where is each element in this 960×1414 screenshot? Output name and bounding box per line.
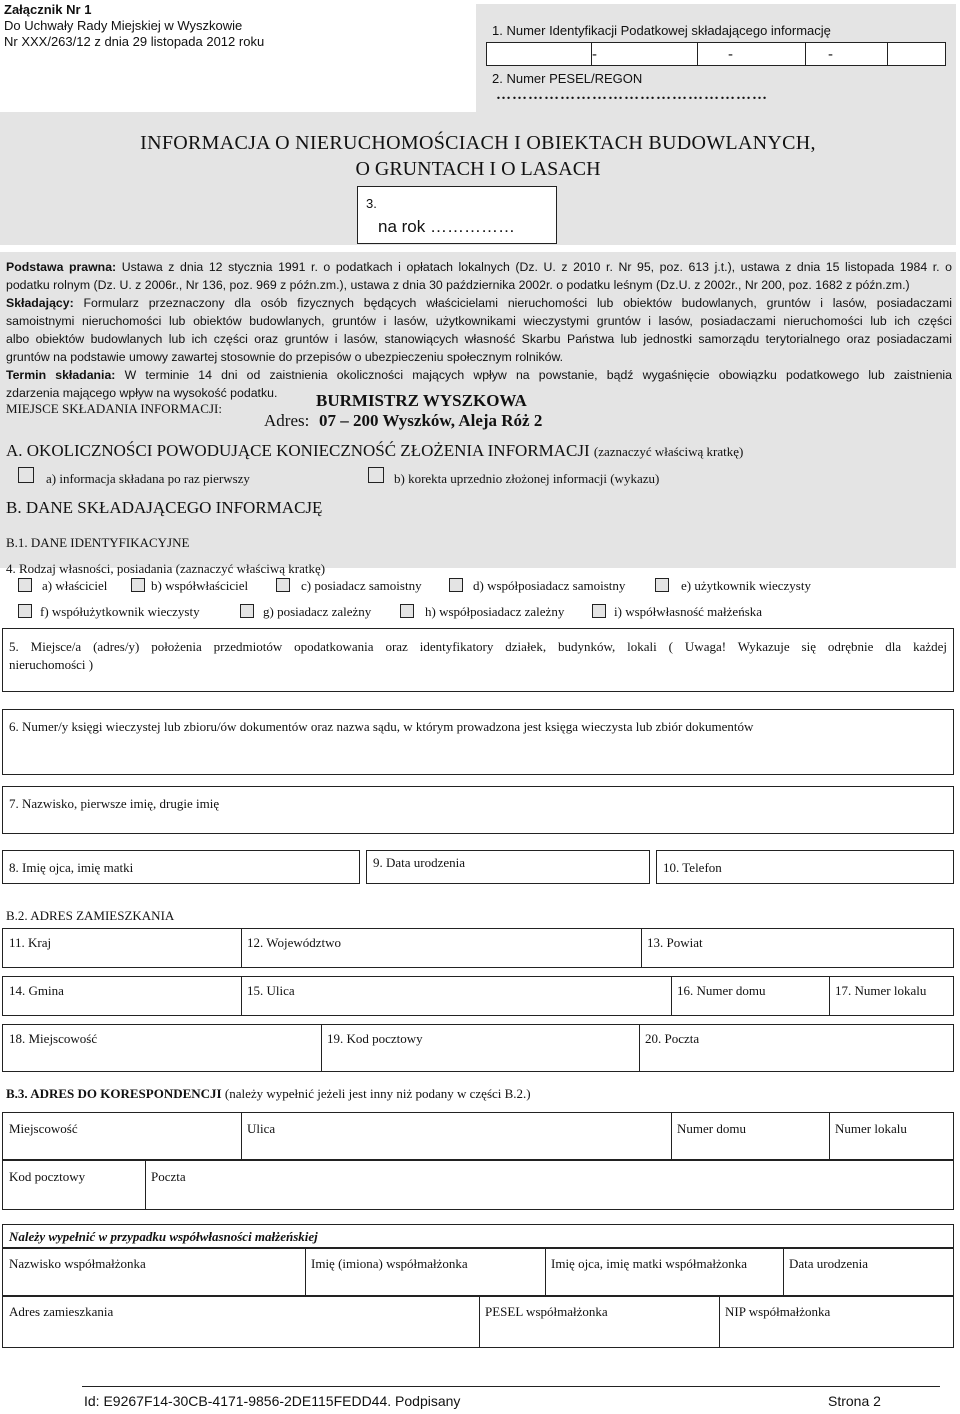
- field-6-box[interactable]: [2, 709, 954, 775]
- option-owner: a) właściciel: [42, 578, 108, 593]
- option-correction: b) korekta uprzednio złożonej informacji (wykazu): [394, 471, 660, 486]
- b3-row1: [2, 1112, 954, 1160]
- b3-row2: [2, 1160, 954, 1210]
- legal-basis-line2: podatku rolnym (Dz. U. z 2006r., Nr 136, poz. 969 z późn.zm.), ustawa z dnia 30 października 2002r. o podatku leśnym (Dz.U. z 2002r., Nr 200, poz. 1682 z późn.zm.): [6, 278, 910, 292]
- nip-label: 1. Numer Identyfikacji Podatkowej składającego informację: [492, 23, 831, 38]
- field-10-box[interactable]: [656, 850, 954, 884]
- nip-separator-1: -: [592, 46, 597, 63]
- b2-row3: [2, 1024, 954, 1072]
- attachment-resolution: Do Uchwały Rady Miejskiej w Wyszkowie: [4, 18, 243, 33]
- spouse-surname-label: Nazwisko współmałżonka: [9, 1256, 146, 1271]
- address-label: Adres:: [264, 411, 310, 430]
- nip-field[interactable]: [486, 42, 946, 66]
- section-b3-hint: (należy wypełnić jeżeli jest inny niż podany w części B.2.): [224, 1086, 531, 1101]
- field-12-label: 12. Województwo: [247, 935, 342, 950]
- field-5-box[interactable]: [2, 628, 954, 692]
- filer-line3: albo obiektów budowlanych lub ich części oraz gruntów i lasów, stanowiących własność Skarbu Państwa lub jednostki samorządu terytorialnego oraz posiadaczami: [6, 332, 952, 346]
- filer-line4: gruntów na podstawie umowy zawartej stosownie do przepisów o ubezpieczeniu społecznym rolników.: [6, 350, 564, 364]
- spouse-parents-label: Imię ojca, imię matki współmałżonka: [551, 1256, 748, 1271]
- attachment-header: [4, 2, 304, 50]
- pesel-label: 2. Numer PESEL/REGON: [492, 71, 643, 86]
- section-a-hint: (zaznaczyć właściwą kratkę): [593, 444, 744, 459]
- field-20-label: 20. Poczta: [645, 1031, 700, 1046]
- filer-line1: Formularz przeznaczony dla osób fizycznych będących właścicielami nieruchomości lub obiektów budowlanych, gruntów i lasów, posiadaczami: [83, 296, 952, 310]
- spouse-header-box: [2, 1224, 954, 1248]
- option-first-time: a) informacja składana po raz pierwszy: [46, 471, 250, 486]
- form-title-line2: O GRUNTACH I O LASACH: [355, 158, 601, 180]
- field-15-label: 15. Ulica: [247, 983, 295, 998]
- b3-street-label: Ulica: [247, 1121, 276, 1136]
- option-dependent-holder: g) posiadacz zależny: [263, 604, 372, 619]
- field-11-label: 11. Kraj: [9, 935, 52, 950]
- field-10-label: 10. Telefon: [663, 860, 722, 875]
- section-b3-title: [6, 1086, 531, 1102]
- spouse-names-label: Imię (imiona) współmałżonka: [311, 1256, 468, 1271]
- field-13-label: 13. Powiat: [647, 935, 703, 950]
- field-9-box[interactable]: [366, 850, 650, 884]
- legal-basis-line1: Ustawa z dnia 12 stycznia 1991 r. o podatkach i opłatach lokalnych (Dz. U. z 2010 r. Nr 95, poz. 613 j.t.), ustawa z dnia 15 listopada 1984 r. o: [121, 260, 952, 274]
- filer-label: Składający:: [6, 296, 74, 310]
- b3-city-label: Miejscowość: [9, 1121, 78, 1136]
- field-8-label: 8. Imię ojca, imię matki: [9, 860, 134, 875]
- checkbox-dependent-holder[interactable]: [240, 604, 254, 618]
- checkbox-dependent-co-holder[interactable]: [400, 604, 414, 618]
- field-7-label: 7. Nazwisko, pierwsze imię, drugie imię: [9, 796, 220, 811]
- checkbox-first-time[interactable]: [18, 467, 34, 483]
- year-label: na rok ……………: [378, 217, 515, 236]
- nip-separator-2: -: [728, 46, 733, 63]
- option-perpetual-co-user: f) współużytkownik wieczysty: [40, 604, 200, 619]
- legal-basis-label: Podstawa prawna:: [6, 260, 117, 274]
- option-co-owner: b) współwłaściciel: [151, 578, 249, 593]
- b3-flat-label: Numer lokalu: [835, 1121, 907, 1136]
- field-5-line1: 5. Miejsce/a (adres/y) położenia przedmiotów opodatkowania oraz identyfikatory działek, budynków, lokali ( Uwaga! Wykazuje się odrębnie dla każdej: [9, 639, 947, 654]
- checkbox-independent-co-holder[interactable]: [449, 578, 463, 592]
- section-b1-title: B.1. DANE IDENTYFIKACYJNE: [6, 535, 190, 550]
- footer-doc-id: Id: E9267F14-30CB-4171-9856-2DE115FEDD44. Podpisany: [84, 1393, 461, 1409]
- option-perpetual-user: e) użytkownik wieczysty: [681, 578, 811, 593]
- spouse-birth-label: Data urodzenia: [789, 1256, 869, 1271]
- spouse-row2: [2, 1296, 954, 1348]
- nip-separator-3: -: [828, 46, 833, 63]
- field-14-label: 14. Gmina: [9, 983, 64, 998]
- b3-house-label: Numer domu: [677, 1121, 746, 1136]
- address-value: 07 – 200 Wyszków, Aleja Róż 2: [319, 411, 543, 430]
- checkbox-independent-holder[interactable]: [276, 578, 290, 592]
- spouse-address-label: Adres zamieszkania: [9, 1304, 114, 1319]
- option-dependent-co-holder: h) współposiadacz zależny: [425, 604, 565, 619]
- checkbox-marital-co-ownership[interactable]: [592, 604, 606, 618]
- place-label: MIEJSCE SKŁADANIA INFORMACJI:: [6, 401, 222, 416]
- spouse-nip-label: NIP współmałżonka: [725, 1304, 831, 1319]
- deadline-line1: W terminie 14 dni od zaistnienia okoliczności mających wpływ na powstanie, bądź wygaśnięcie obowiązku podatkowego lub zaistnienia: [124, 368, 953, 382]
- field-16-label: 16. Numer domu: [677, 983, 766, 998]
- b2-row2: [2, 976, 954, 1016]
- option-independent-holder: c) posiadacz samoistny: [301, 578, 422, 593]
- checkbox-perpetual-user[interactable]: [655, 578, 669, 592]
- form-title-line1: INFORMACJA O NIERUCHOMOŚCIACH I OBIEKTACH BUDOWLANYCH,: [140, 132, 816, 154]
- deadline-label: Termin składania:: [6, 368, 116, 382]
- deadline-line2: zdarzenia mającego wpływ na wysokość podatku.: [6, 386, 278, 400]
- section-b2-title: B.2. ADRES ZAMIESZKANIA: [6, 908, 175, 923]
- option-marital-co-ownership: i) współwłasność małżeńska: [614, 604, 763, 619]
- field-6-label: 6. Numer/y księgi wieczystej lub zbioru/ów dokumentów oraz nazwa sądu, w którym prowadzona jest księga wieczysta lub zbiór dokumentów: [9, 719, 754, 734]
- filer-line2: samoistnymi nieruchomości lub obiektów budowlanych, gruntów i lasów, użytkownikami wieczystymi gruntów i lasów, posiadaczami nieruchomości lub ich części: [6, 314, 952, 328]
- field-5-line2: nieruchomości ): [9, 657, 94, 672]
- field-9-label: 9. Data urodzenia: [373, 855, 466, 870]
- checkbox-perpetual-co-user[interactable]: [18, 604, 32, 618]
- section-a-heading: A. OKOLICZNOŚCI POWODUJĄCE KONIECZNOŚĆ ZŁOŻENIA INFORMACJI: [6, 441, 590, 460]
- section-a-title: [6, 441, 743, 461]
- footer-page-number: Strona 2: [828, 1393, 881, 1409]
- place-value: BURMISTRZ WYSZKOWA: [316, 391, 527, 410]
- spouse-row1: [2, 1248, 954, 1296]
- b3-postcode-label: Kod pocztowy: [9, 1169, 86, 1184]
- field-18-label: 18. Miejscowość: [9, 1031, 98, 1046]
- attachment-title: Załącznik Nr 1: [4, 2, 92, 17]
- field-3-number: 3.: [366, 196, 377, 211]
- checkbox-owner[interactable]: [18, 578, 32, 592]
- pesel-value[interactable]: ……………………………………………: [496, 87, 768, 103]
- b2-row1: [2, 928, 954, 968]
- field-7-box[interactable]: [2, 786, 954, 834]
- b3-post-label: Poczta: [151, 1169, 186, 1184]
- footer-rule: [82, 1386, 940, 1387]
- spouse-pesel-label: PESEL współmałżonka: [485, 1304, 608, 1319]
- checkbox-correction[interactable]: [368, 467, 384, 483]
- checkbox-co-owner[interactable]: [131, 578, 145, 592]
- spouse-title: Należy wypełnić w przypadku współwłasności małżeńskiej: [9, 1229, 318, 1244]
- field-19-label: 19. Kod pocztowy: [327, 1031, 423, 1046]
- section-b-title: B. DANE SKŁADAJĄCEGO INFORMACJĘ: [6, 498, 323, 517]
- field-8-box[interactable]: [2, 850, 360, 884]
- section-b3-heading: B.3. ADRES DO KORESPONDENCJI: [6, 1086, 222, 1101]
- field-17-label: 17. Numer lokalu: [835, 983, 927, 998]
- ownership-label: 4. Rodzaj własności, posiadania (zaznaczyć właściwą kratkę): [6, 561, 326, 576]
- attachment-number: Nr XXX/263/12 z dnia 29 listopada 2012 roku: [4, 34, 265, 49]
- legal-basis: [6, 258, 952, 402]
- option-independent-co-holder: d) współposiadacz samoistny: [473, 578, 626, 593]
